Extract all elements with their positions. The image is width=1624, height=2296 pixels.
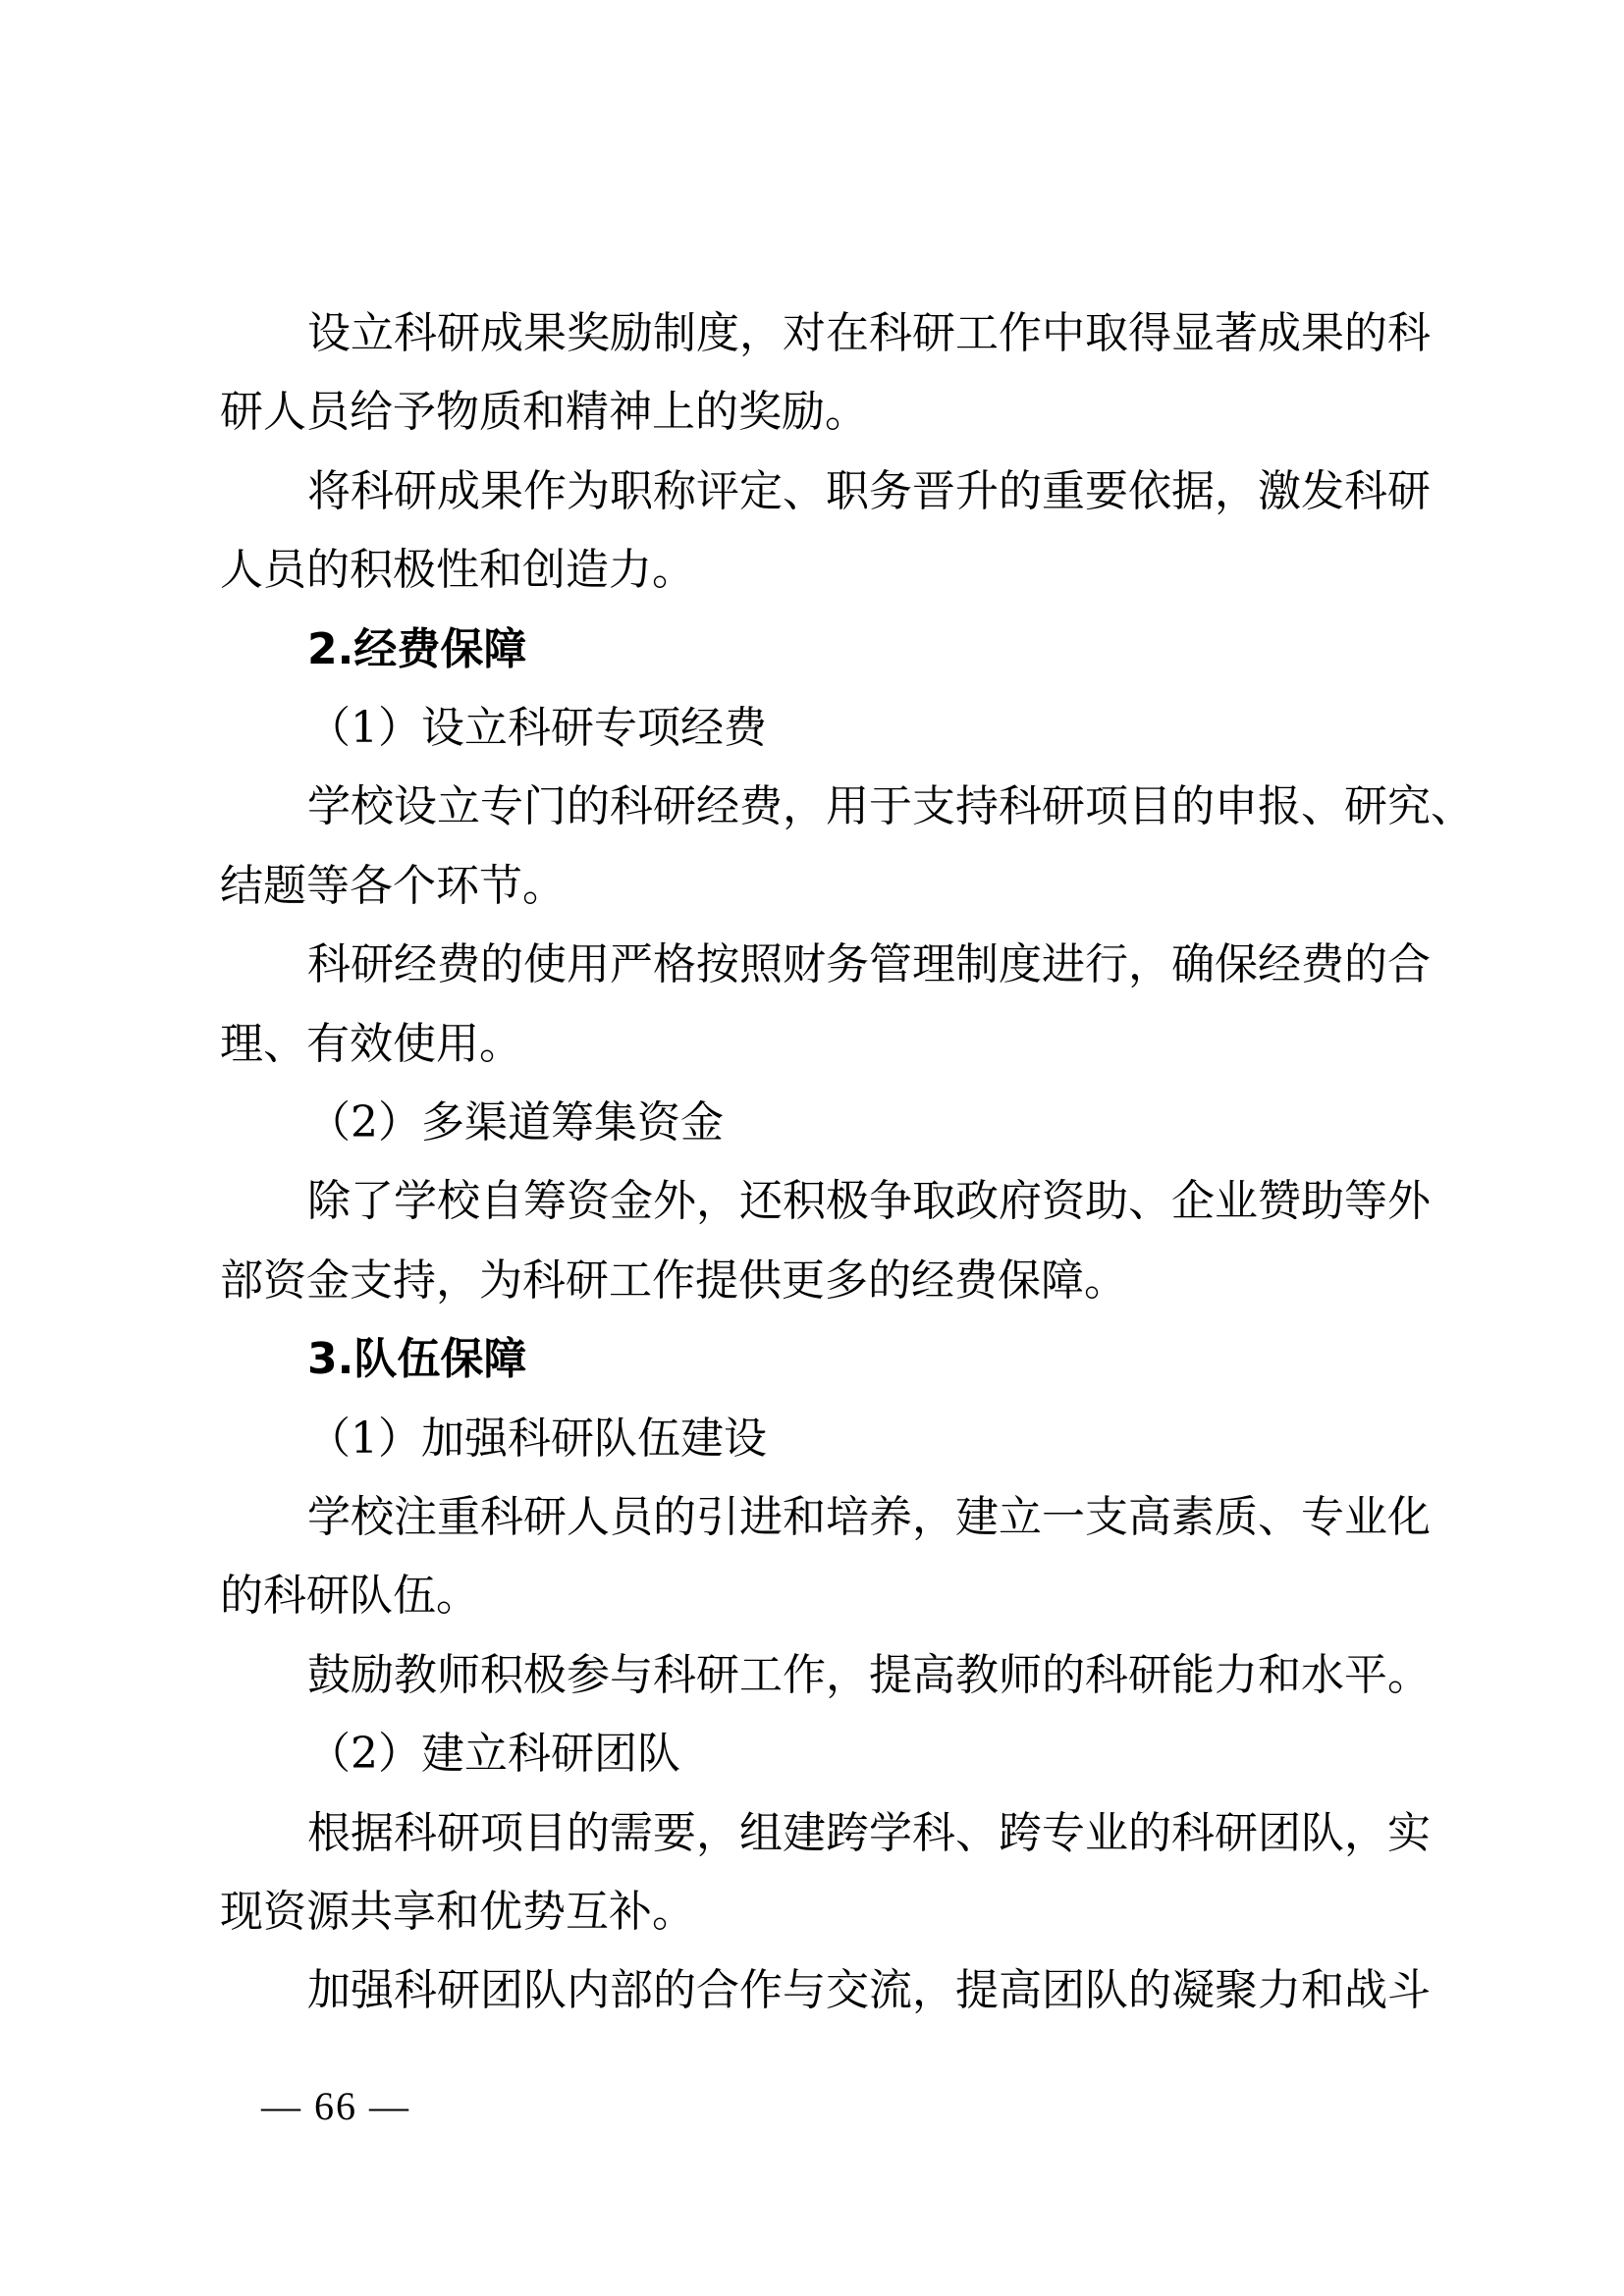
text-line: 鼓励教师积极参与科研工作，提高教师的科研能力和水平。 [307, 1649, 1431, 1700]
text-line: 理、有效使用。 [220, 1018, 522, 1069]
text-line: 加强科研团队内部的合作与交流，提高团队的凝聚力和战斗 [307, 1965, 1431, 2016]
text-line: 现资源共享和优势互补。 [220, 1887, 695, 1937]
text-line: 学校注重科研人员的引进和培养，建立一支高素质、专业化 [307, 1492, 1431, 1542]
text-line: 科研经费的使用严格按照财务管理制度进行，确保经费的合 [307, 939, 1431, 990]
text-line: 将科研成果作为职称评定、职务晋升的重要依据，激发科研 [307, 465, 1431, 516]
text-line: 设立科研成果奖励制度，对在科研工作中取得显著成果的科 [307, 308, 1431, 358]
text-line: 除了学校自筹资金外，还积极争取政府资助、企业赞助等外 [307, 1176, 1431, 1227]
page-number: — 66 — [261, 2084, 410, 2128]
text-line: 的科研队伍。 [220, 1571, 479, 1622]
text-line: 人员的积极性和创造力。 [220, 545, 695, 596]
text-line: 根据科研项目的需要，组建跨学科、跨专业的科研团队，实 [307, 1807, 1431, 1858]
text-line: 结题等各个环节。 [220, 860, 566, 911]
text-line: 部资金支持，为科研工作提供更多的经费保障。 [220, 1255, 1127, 1306]
text-line: 学校设立专门的科研经费，用于支持科研项目的申报、研究、 [307, 781, 1474, 832]
text-line: 研人员给予物质和精神上的奖励。 [220, 387, 868, 438]
subsection-heading: （1）设立科研专项经费 [307, 703, 767, 753]
section-heading: 3.队伍保障 [307, 1334, 527, 1385]
section-heading: 2.经费保障 [307, 623, 527, 674]
subsection-heading: （2）建立科研团队 [307, 1729, 680, 1780]
subsection-heading: （1）加强科研队伍建设 [307, 1413, 767, 1464]
subsection-heading: （2）多渠道筹集资金 [307, 1097, 724, 1148]
